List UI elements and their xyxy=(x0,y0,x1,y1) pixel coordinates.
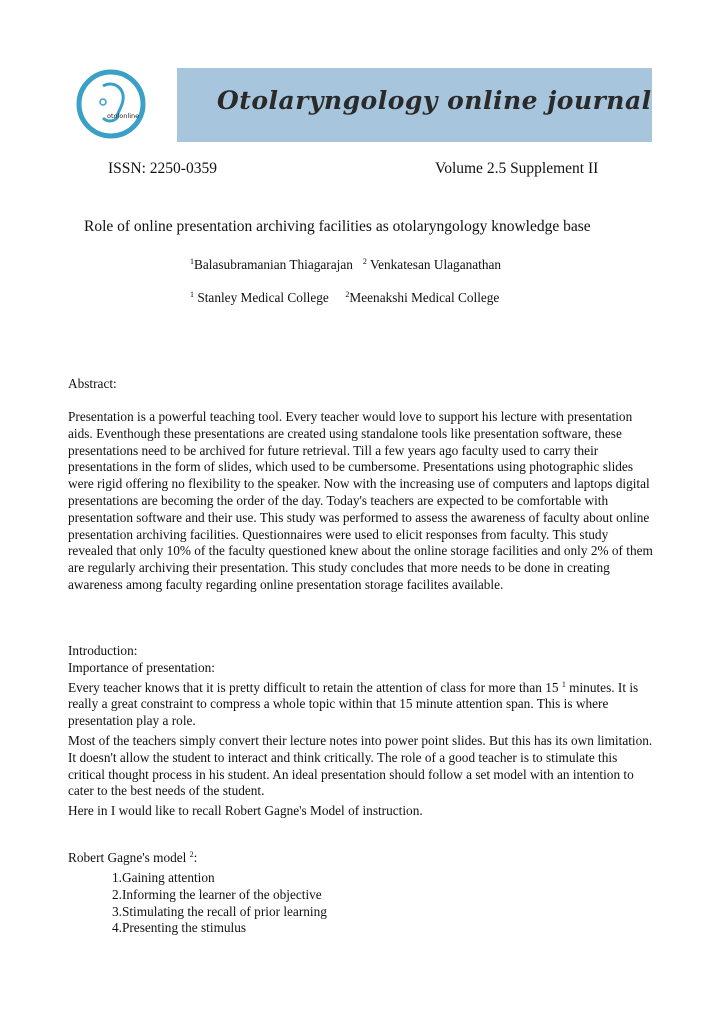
logo-wordmark: otolonline xyxy=(107,112,140,120)
author2-name: Venkatesan Ulaganathan xyxy=(369,257,502,272)
banner-band xyxy=(177,68,652,142)
affil2-sup: 2 xyxy=(345,290,350,299)
author1-sup: 1 xyxy=(190,257,194,266)
introduction-paragraph-3: Here in I would like to recall Robert Gagne's Model of instruction. xyxy=(68,803,423,819)
introduction-subheading: Importance of presentation: xyxy=(68,659,215,675)
intro-p1-rest: minutes. It is really a great constraint to compress a whole topic within that 15 minute attention span. This is where presentation play a role. xyxy=(68,679,639,729)
gagne-heading-sup: 2 xyxy=(189,850,194,859)
issn-label: ISSN: 2250-0359 xyxy=(108,160,217,177)
paper-title: Role of online presentation archiving facilities as otolaryngology knowledge base xyxy=(84,218,591,235)
journal-banner xyxy=(67,66,652,142)
gagne-list xyxy=(112,870,327,937)
journal-title: Otolaryngology online journal xyxy=(217,86,652,115)
introduction-paragraph-1 xyxy=(68,677,654,730)
abstract-body xyxy=(68,409,654,594)
journal-logo xyxy=(67,66,177,142)
volume-label: Volume 2.5 Supplement II xyxy=(435,160,599,177)
intro-p1-main: Every teacher knows that it is pretty difficult to retain the attention of class for more than 15 xyxy=(68,679,562,695)
list-item: 3.Stimulating the recall of prior learning xyxy=(112,903,327,919)
introduction-section xyxy=(68,643,654,820)
introduction-heading: Introduction: xyxy=(68,643,138,658)
author2-sup: 2 xyxy=(362,257,367,266)
list-item: 4.Presenting the stimulus xyxy=(112,920,247,936)
abstract-heading: Abstract: xyxy=(68,376,117,391)
intro-p1-sup: 1 xyxy=(561,679,566,689)
affil1-sup: 1 xyxy=(190,290,194,299)
gagne-heading-end: : xyxy=(193,850,198,865)
author1-name: Balasubramanian Thiagarajan xyxy=(194,257,353,272)
affiliation-line xyxy=(190,290,499,306)
abstract-paragraph: Presentation is a powerful teaching tool. Every teacher would love to support his lecture with presentation aids. Eventhough these presentations are created using standalone tools like presentation software, these presentations need to be archived for future retrieval. Till a few years ago faculty used to carry their presentations in the form of slides, which used to be cumbersome. Presentations using photographic slides were rigid offering no flexibility to the speaker. Now with the increasing use of computers and laptops digital presentations are becoming the order of the day. Today's teachers are expected to be comfortable with presentation software and their use. This study was performed to assess the awareness of faculty about online presentation archiving facilities. Questionnaires were used to elicit responses from faculty. This study revealed that only 10% of the faculty questioned knew about the online storage facilities and only 2% of them are regularly archiving their presentation. This study concludes that more needs to be done in creating awareness among faculty regarding online presentation storage facilites available. xyxy=(68,409,653,592)
gagne-heading xyxy=(68,847,654,867)
list-item: 1.Gaining attention xyxy=(112,870,215,885)
affil2-name: Meenakshi Medical College xyxy=(349,290,500,305)
author-line xyxy=(190,257,501,273)
introduction-paragraph-2: Most of the teachers simply convert their lecture notes into power point slides. But this has its own limitation. It doesn't allow the student to interact and think critically. The role of a good teacher is to stimulate this critical thought process in his student. An ideal presentation should follow a set model with an intention to cater to the best needs of the student. xyxy=(68,732,653,799)
gagne-heading-main: Robert Gagne's model xyxy=(68,850,190,865)
affil1-name: Stanley Medical College xyxy=(197,290,329,305)
list-item: 2.Informing the learner of the objective xyxy=(112,886,322,902)
logo-icon xyxy=(73,66,153,142)
